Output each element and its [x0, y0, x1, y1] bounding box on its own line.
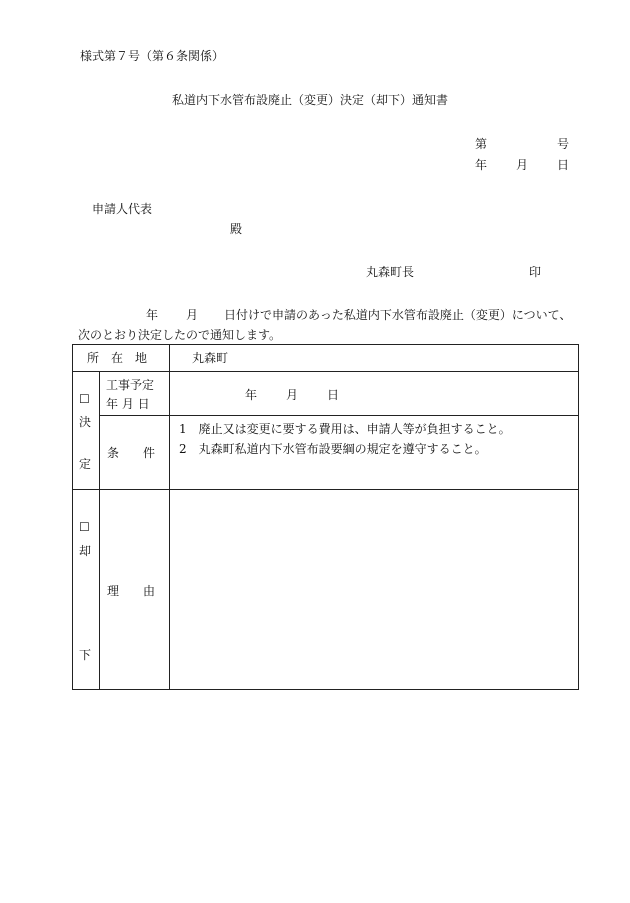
date-year: 年 [475, 158, 488, 172]
col-divider-side [99, 371, 100, 689]
location-value: 丸森町 [192, 351, 229, 365]
rejection-char-2: 下 [79, 648, 92, 662]
date-month: 月 [516, 158, 529, 172]
body-year: 年 [146, 308, 159, 322]
seal-mark: 印 [529, 265, 542, 279]
conditions-label: 条 件 [107, 446, 156, 460]
addressee-label: 申請人代表 [92, 202, 153, 216]
row-divider-location [73, 371, 578, 372]
schedule-month: 月 [286, 388, 299, 402]
decision-char-1: 決 [79, 415, 92, 429]
schedule-year: 年 [245, 388, 258, 402]
body-month: 月 [186, 308, 199, 322]
schedule-day: 日 [327, 388, 340, 402]
row-divider-schedule [99, 415, 578, 416]
number-go: 号 [557, 137, 570, 151]
notification-table [72, 344, 579, 690]
rejection-checkbox[interactable]: ☐ [79, 520, 90, 534]
body-text: 日付けで申請のあった私道内下水管布設廃止（変更）について、次のとおり決定したので通知します。 [78, 308, 572, 342]
notification-body [78, 305, 583, 345]
decision-char-2: 定 [79, 457, 92, 471]
reason-label: 理 由 [107, 584, 156, 598]
addressee-honorific: 殿 [230, 222, 243, 236]
condition-item: 1 廃止又は変更に要する費用は、申請人等が負担すること。 [179, 422, 511, 436]
rejection-char-1: 却 [79, 544, 92, 558]
condition-item: 2 丸森町私道内下水管布設要綱の規定を遵守すること。 [179, 442, 487, 456]
reason-field[interactable] [179, 495, 569, 681]
schedule-label-line2: 年 月 日 [106, 397, 150, 411]
location-label: 所 在 地 [87, 351, 148, 365]
row-divider-decision [73, 489, 578, 490]
form-number: 様式第７号（第６条関係） [80, 49, 225, 63]
decision-checkbox[interactable]: ☐ [79, 392, 90, 406]
document-title: 私道内下水管布設廃止（変更）決定（却下）通知書 [172, 93, 449, 107]
issuer-title: 丸森町長 [366, 265, 415, 279]
schedule-label-line1: 工事予定 [106, 378, 155, 392]
col-divider-main [169, 345, 170, 689]
date-day: 日 [557, 158, 570, 172]
number-dai: 第 [475, 137, 488, 151]
